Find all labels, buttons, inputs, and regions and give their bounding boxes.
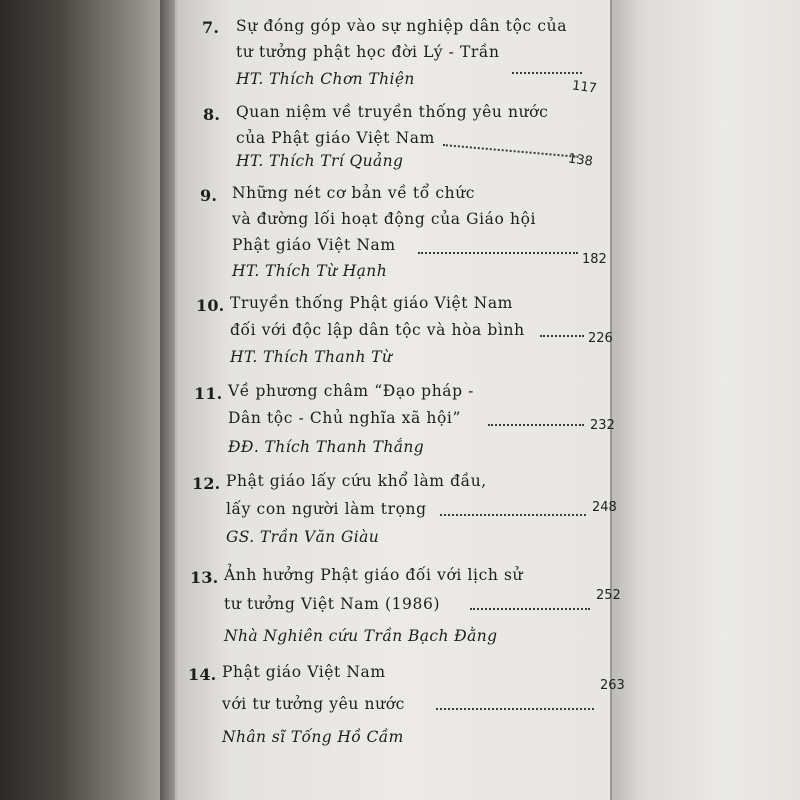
entry-title-line: tư tưởng Việt Nam (1986) xyxy=(224,595,441,613)
entry-title-line: Quan niệm về truyền thống yêu nước xyxy=(236,103,549,121)
dot-leader xyxy=(440,512,586,516)
dot-leader xyxy=(443,142,579,158)
entry-title-line: đối với độc lập dân tộc và hòa bình xyxy=(230,321,525,339)
entry-title-line: của Phật giáo Việt Nam xyxy=(236,129,435,147)
dot-leader xyxy=(540,333,584,337)
page-number: 138 xyxy=(567,151,594,170)
dot-leader xyxy=(512,70,582,74)
entry-author: HT. Thích Từ Hạnh xyxy=(232,262,388,280)
entry-title-line: lấy con người làm trọng xyxy=(226,500,427,518)
page-number: 248 xyxy=(592,500,617,515)
entry-title-line: Dân tộc - Chủ nghĩa xã hội” xyxy=(228,409,461,427)
entry-title-line: Những nét cơ bản về tổ chức xyxy=(232,184,476,202)
entry-title-line: Phật giáo lấy cứu khổ làm đầu, xyxy=(226,472,487,490)
entry-title-line: tư tưởng phật học đời Lý - Trần xyxy=(236,43,500,61)
page-number: 117 xyxy=(571,78,598,97)
entry-title-line: với tư tưởng yêu nước xyxy=(222,695,405,713)
entry-author: Nhà Nghiên cứu Trần Bạch Đằng xyxy=(224,627,498,645)
entry-number: 9. xyxy=(200,186,218,205)
page-number: 252 xyxy=(596,588,621,603)
page-number: 182 xyxy=(582,252,607,267)
entry-title-line: Ảnh hưởng Phật giáo đối với lịch sử xyxy=(224,566,524,584)
entry-number: 13. xyxy=(190,568,219,587)
entry-title-line: Phật giáo Việt Nam xyxy=(222,663,386,681)
dot-leader xyxy=(436,706,594,710)
dot-leader xyxy=(470,606,590,610)
entry-author: HT. Thích Chơn Thiện xyxy=(236,70,415,88)
dot-leader xyxy=(418,250,578,254)
entry-author: HT. Thích Thanh Từ xyxy=(230,348,393,366)
entry-author: Nhân sĩ Tống Hồ Cầm xyxy=(222,728,404,746)
entry-title-line: Về phương châm “Đạo pháp - xyxy=(228,382,475,400)
entry-number: 11. xyxy=(194,384,223,403)
entry-title-line: và đường lối hoạt động của Giáo hội xyxy=(232,210,537,228)
entry-title-line: Sự đóng góp vào sự nghiệp dân tộc của xyxy=(236,17,568,35)
page-number: 226 xyxy=(588,331,613,346)
entry-author: GS. Trần Văn Giàu xyxy=(226,528,380,546)
entry-title-line: Phật giáo Việt Nam xyxy=(232,236,396,254)
entry-number: 8. xyxy=(203,105,221,124)
entry-author: HT. Thích Trí Quảng xyxy=(236,152,404,170)
entry-number: 14. xyxy=(188,665,217,684)
entry-title-line: Truyền thống Phật giáo Việt Nam xyxy=(230,294,513,312)
entry-number: 12. xyxy=(192,474,221,493)
entry-number: 10. xyxy=(196,296,225,315)
page-number: 232 xyxy=(590,418,615,433)
page-number: 263 xyxy=(600,678,625,693)
entry-author: ĐĐ. Thích Thanh Thắng xyxy=(228,438,425,456)
dot-leader xyxy=(488,422,584,426)
entry-number: 7. xyxy=(202,18,220,37)
